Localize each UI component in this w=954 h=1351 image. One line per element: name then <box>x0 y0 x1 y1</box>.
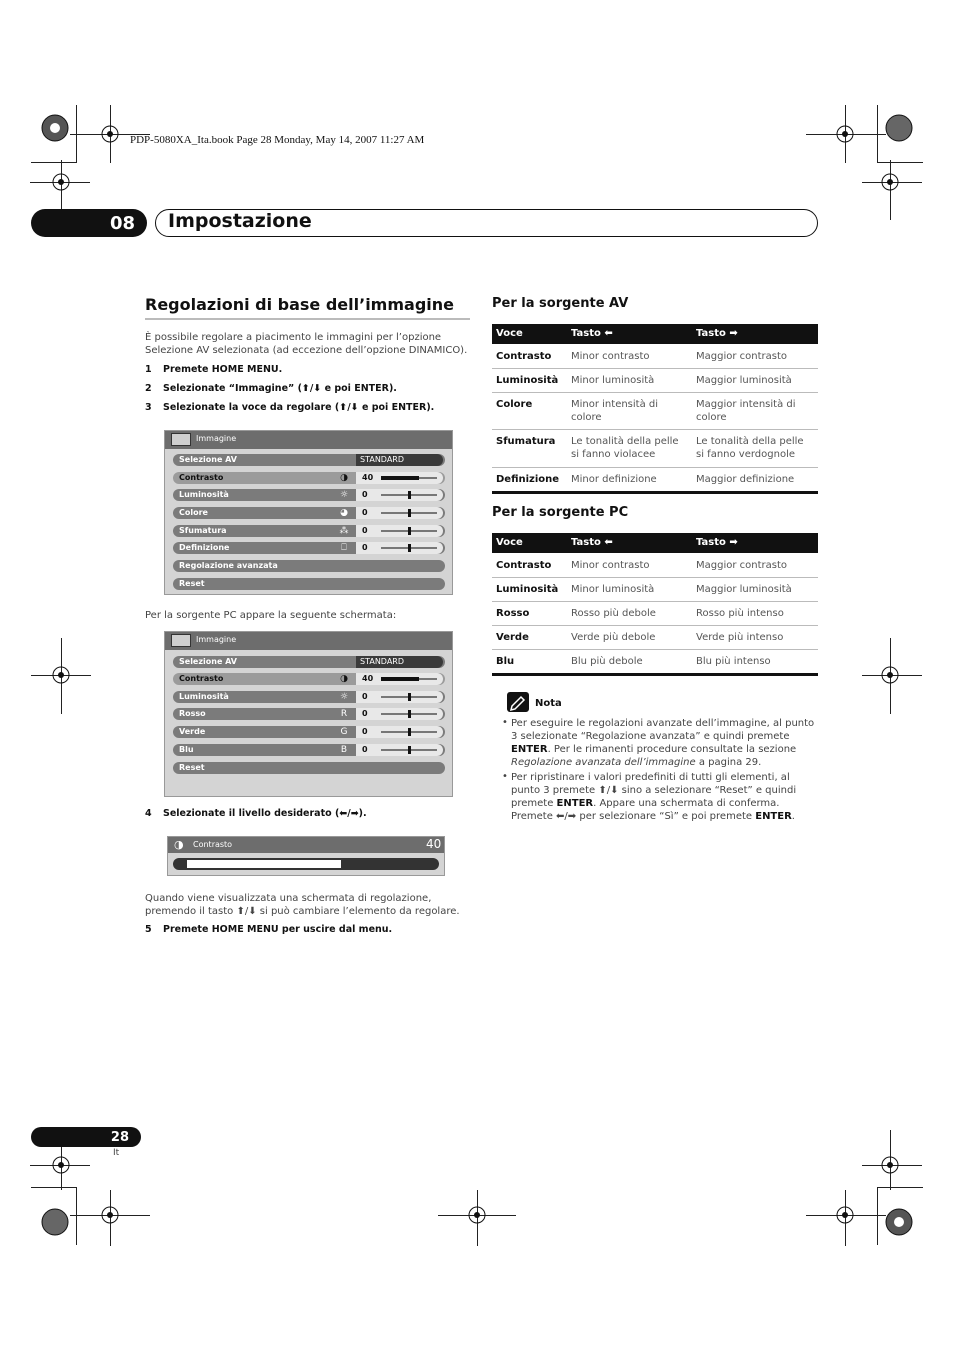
osd-row-selezione: Selezione AV STANDARD <box>173 454 445 466</box>
table-cell-left: Blu più debole <box>571 656 643 667</box>
table-cell-right: Maggior intensità di colore <box>696 399 796 423</box>
osd-value-box <box>356 673 443 685</box>
osd-row-label: Sfumatura <box>179 525 227 535</box>
osd-value-box <box>356 489 443 501</box>
osd-value-box <box>356 525 443 537</box>
table-cell-left: Minor luminosità <box>571 584 655 595</box>
crosshair-icon <box>834 1204 856 1226</box>
osd-row-label: Colore <box>179 507 208 517</box>
contrast-adjust-screen <box>167 836 445 876</box>
osd-setting-icon: ⁂ <box>339 525 349 536</box>
crosshair-icon <box>879 664 901 686</box>
intro-paragraph: È possibile regolare a piacimento le immagini per l’opzione Selezione AV selezionata (ad eccezione dell’opzione DINAMICO). <box>145 332 468 356</box>
table-cell-left: Minor luminosità <box>571 375 655 386</box>
registration-mark-icon <box>884 1207 914 1237</box>
step-1: 1 Premete HOME MENU. <box>145 364 283 375</box>
osd-row-item[interactable] <box>173 525 445 537</box>
osd-row-item[interactable] <box>173 507 445 519</box>
osd-menu-pc <box>164 631 453 797</box>
table-cell-left: Minor definizione <box>571 474 657 485</box>
osd-value-box <box>356 507 443 519</box>
step-5: 5 Premete HOME MENU per uscire dal menu. <box>145 924 393 935</box>
osd-row-extra[interactable] <box>173 578 445 590</box>
header-voce: Voce <box>496 328 523 339</box>
osd-slider-fill <box>381 476 419 480</box>
osd-row-item[interactable] <box>173 472 445 484</box>
osd-row-label: Reset <box>179 578 205 588</box>
osd-setting-icon: R <box>340 709 348 720</box>
osd-value: 0 <box>362 727 368 737</box>
table-cell-voce: Contrasto <box>496 351 552 362</box>
table-cell-right: Rosso più intenso <box>696 608 784 619</box>
osd-slider-knob <box>408 746 411 754</box>
table-av-header <box>492 324 818 344</box>
osd-slider-knob <box>408 509 411 517</box>
osd-menu-av <box>164 430 453 595</box>
header-tasto-right: Tasto ➡ <box>696 328 738 339</box>
section-rule <box>145 318 470 320</box>
osd-slider-fill <box>381 677 419 681</box>
osd-row-label: Luminosità <box>179 691 229 701</box>
table-row <box>492 392 818 430</box>
osd-row-item[interactable] <box>173 691 445 703</box>
table-end-rule <box>492 673 818 676</box>
crosshair-icon <box>466 1204 488 1226</box>
contrast-adjust-header <box>168 837 444 853</box>
table-cell-voce: Blu <box>496 656 515 667</box>
osd-slider-track <box>381 477 437 479</box>
osd-slider-track <box>381 678 437 680</box>
table-row <box>492 553 818 578</box>
table-row <box>492 649 818 673</box>
osd-row-extra[interactable] <box>173 762 445 774</box>
table-cell-voce: Colore <box>496 399 533 410</box>
bullet-icon: • <box>502 771 508 782</box>
table-row <box>492 467 818 491</box>
osd-row-item[interactable] <box>173 542 445 554</box>
osd-value-box <box>356 542 443 554</box>
step-4: 4 Selezionate il livello desiderato (⬅/➡). <box>145 808 367 819</box>
contrast-adjust-value: 40 <box>426 837 442 851</box>
table-cell-left: Le tonalità della pelle si fanno violacee <box>571 436 679 460</box>
osd-setting-icon: ⎕ <box>341 543 347 554</box>
table-cell-voce: Luminosità <box>496 375 559 386</box>
osd-value-box <box>356 744 443 756</box>
crosshair-icon <box>879 171 901 193</box>
note-title: Nota <box>535 698 562 709</box>
language-code: It <box>113 1148 120 1158</box>
table-cell-right: Maggior contrasto <box>696 351 788 362</box>
table-cell-right: Maggior luminosità <box>696 584 792 595</box>
osd-setting-icon: ◑ <box>340 472 348 483</box>
osd-slider-track <box>381 547 437 549</box>
table-row <box>492 577 818 602</box>
osd-row-label: Definizione <box>179 543 230 553</box>
osd-slider-track <box>381 696 437 698</box>
table-cell-right: Verde più intenso <box>696 632 784 643</box>
contrast-icon: ◑ <box>174 838 184 851</box>
osd-value: 0 <box>362 744 368 754</box>
table-cell-voce: Verde <box>496 632 529 643</box>
table-cell-right: Maggior luminosità <box>696 375 792 386</box>
osd-row-label: Contrasto <box>179 674 224 683</box>
table-row <box>492 625 818 650</box>
osd-slider-track <box>381 731 437 733</box>
table-row <box>492 601 818 626</box>
crosshair-icon <box>50 171 72 193</box>
registration-mark-icon <box>40 1207 70 1237</box>
table-cell-right: Maggior contrasto <box>696 560 788 571</box>
osd-slider-knob <box>408 491 411 499</box>
note-icon <box>507 692 529 712</box>
crosshair-icon <box>99 1204 121 1226</box>
osd-setting-icon: ◑ <box>340 674 348 684</box>
osd-value: 0 <box>362 507 368 517</box>
osd-row-label: Blu <box>179 744 194 754</box>
header-tasto-right: Tasto ➡ <box>696 537 738 548</box>
osd-header <box>165 632 452 650</box>
osd-setting-icon: G <box>340 727 348 738</box>
step-2: 2 Selezionate “Immagine” (⬆/⬇ e poi ENTER). <box>145 383 397 394</box>
table-row <box>492 429 818 468</box>
osd-header-label: Immagine <box>196 635 237 644</box>
table-row <box>492 368 818 393</box>
osd-value: 40 <box>362 472 374 482</box>
osd-value: 40 <box>362 674 374 683</box>
table-cell-left: Rosso più debole <box>571 608 656 619</box>
contrast-slider-track[interactable] <box>173 858 439 870</box>
crosshair-icon <box>99 123 121 145</box>
osd-value: 0 <box>362 709 368 719</box>
picture-menu-icon <box>171 433 191 446</box>
chapter-number-badge: 08 <box>31 209 147 237</box>
osd-value: 0 <box>362 490 368 500</box>
step-3: 3 Selezionate la voce da regolare (⬆/⬇ e poi ENTER). <box>145 402 435 413</box>
table-pc-header <box>492 533 818 553</box>
osd-row-item[interactable] <box>173 726 445 738</box>
chapter-title: Impostazione <box>168 210 312 232</box>
osd-row-label: Regolazione avanzata <box>179 561 278 570</box>
table-cell-voce: Rosso <box>496 608 530 619</box>
osd-value: 0 <box>362 525 368 535</box>
bullet-icon: • <box>502 717 508 728</box>
table-cell-right: Le tonalità della pelle si fanno verdognole <box>696 436 804 460</box>
crosshair-icon <box>834 123 856 145</box>
after-paragraph: Quando viene visualizzata una schermata di regolazione, premendo il tasto ⬆/⬇ si può cambiare l’elemento da regolare. <box>145 893 460 917</box>
osd-setting-icon: ☼ <box>339 691 349 702</box>
osd-value-box <box>356 691 443 703</box>
osd-setting-icon: ◕ <box>340 507 348 518</box>
registration-mark-icon <box>40 113 70 143</box>
osd-setting-icon: B <box>340 744 348 755</box>
header-tasto-left: Tasto ⬅ <box>571 328 613 339</box>
note-bullet-1: Per eseguire le regolazioni avanzate dell’immagine, al punto 3 selezionate “Regolazione avanzata” e quindi premete ENTER. Per le rimanenti procedure consultate la sezione Regolazione avanzata dell’immagine a pagina 29. <box>511 718 815 768</box>
table-cell-right: Maggior definizione <box>696 474 795 485</box>
osd-row-label: Rosso <box>179 709 206 719</box>
osd-header <box>165 431 452 449</box>
page-number-badge: 28 <box>31 1127 141 1147</box>
osd-row-label: Reset <box>179 762 205 772</box>
table-cell-voce: Luminosità <box>496 584 559 595</box>
table-pc-title: Per la sorgente PC <box>492 505 629 520</box>
table-cell-left: Minor contrasto <box>571 351 650 362</box>
osd-slider-track <box>381 713 437 715</box>
osd-slider-track <box>381 749 437 751</box>
osd-slider-knob <box>408 693 411 701</box>
book-header: PDP-5080XA_Ita.book Page 28 Monday, May 14, 2007 11:27 AM <box>130 134 425 146</box>
osd-value-box <box>356 472 443 484</box>
osd-value-box <box>356 726 443 738</box>
table-cell-voce: Contrasto <box>496 560 552 571</box>
table-cell-right: Blu più intenso <box>696 656 771 667</box>
osd-slider-track <box>381 512 437 514</box>
osd-slider-knob <box>408 728 411 736</box>
osd-value-box <box>356 708 443 720</box>
table-cell-voce: Definizione <box>496 474 560 485</box>
table-cell-voce: Sfumatura <box>496 436 556 447</box>
osd-slider-knob <box>408 710 411 718</box>
table-cell-left: Verde più debole <box>571 632 656 643</box>
osd-row-extra[interactable] <box>173 560 445 572</box>
osd-row-item[interactable] <box>173 673 445 685</box>
osd-value: 0 <box>362 543 368 553</box>
picture-menu-icon <box>171 634 191 647</box>
osd-setting-icon: ☼ <box>339 490 349 501</box>
crosshair-icon <box>50 664 72 686</box>
crosshair-icon <box>879 1154 901 1176</box>
table-cell-left: Minor intensità di colore <box>571 399 659 423</box>
header-tasto-left: Tasto ⬅ <box>571 537 613 548</box>
osd-slider-knob <box>408 527 411 535</box>
table-end-rule <box>492 491 818 494</box>
section-title: Regolazioni di base dell’immagine <box>145 295 454 314</box>
osd-row-label: Verde <box>179 727 206 737</box>
osd-value: 0 <box>362 691 368 701</box>
osd-row-item[interactable] <box>173 744 445 756</box>
osd-header-label: Immagine <box>196 434 237 443</box>
osd-row-selezione: Selezione AV STANDARD <box>173 656 445 668</box>
osd-row-label: Luminosità <box>179 490 229 500</box>
note-bullet-2: Per ripristinare i valori predefiniti di tutti gli elementi, al punto 3 premete ⬆/⬇ sino a selezionare “Reset” e quindi premete ENTER. Appare una schermata di conferma. Premete ⬅/➡ per selezionare “Sì” e poi premete ENTER. <box>511 772 797 822</box>
table-av-title: Per la sorgente AV <box>492 296 629 311</box>
header-voce: Voce <box>496 537 523 548</box>
osd-row-item[interactable] <box>173 708 445 720</box>
osd-row-label: Contrasto <box>179 472 224 482</box>
osd-slider-track <box>381 494 437 496</box>
osd-row-item[interactable] <box>173 489 445 501</box>
table-cell-left: Minor contrasto <box>571 560 650 571</box>
osd-slider-track <box>381 530 437 532</box>
registration-mark-icon <box>884 113 914 143</box>
crosshair-icon <box>50 1154 72 1176</box>
osd-slider-knob <box>408 544 411 552</box>
contrast-adjust-label: Contrasto <box>193 840 233 849</box>
table-row <box>492 344 818 369</box>
pc-caption: Per la sorgente PC appare la seguente schermata: <box>145 610 397 621</box>
contrast-slider-fill <box>187 860 341 868</box>
